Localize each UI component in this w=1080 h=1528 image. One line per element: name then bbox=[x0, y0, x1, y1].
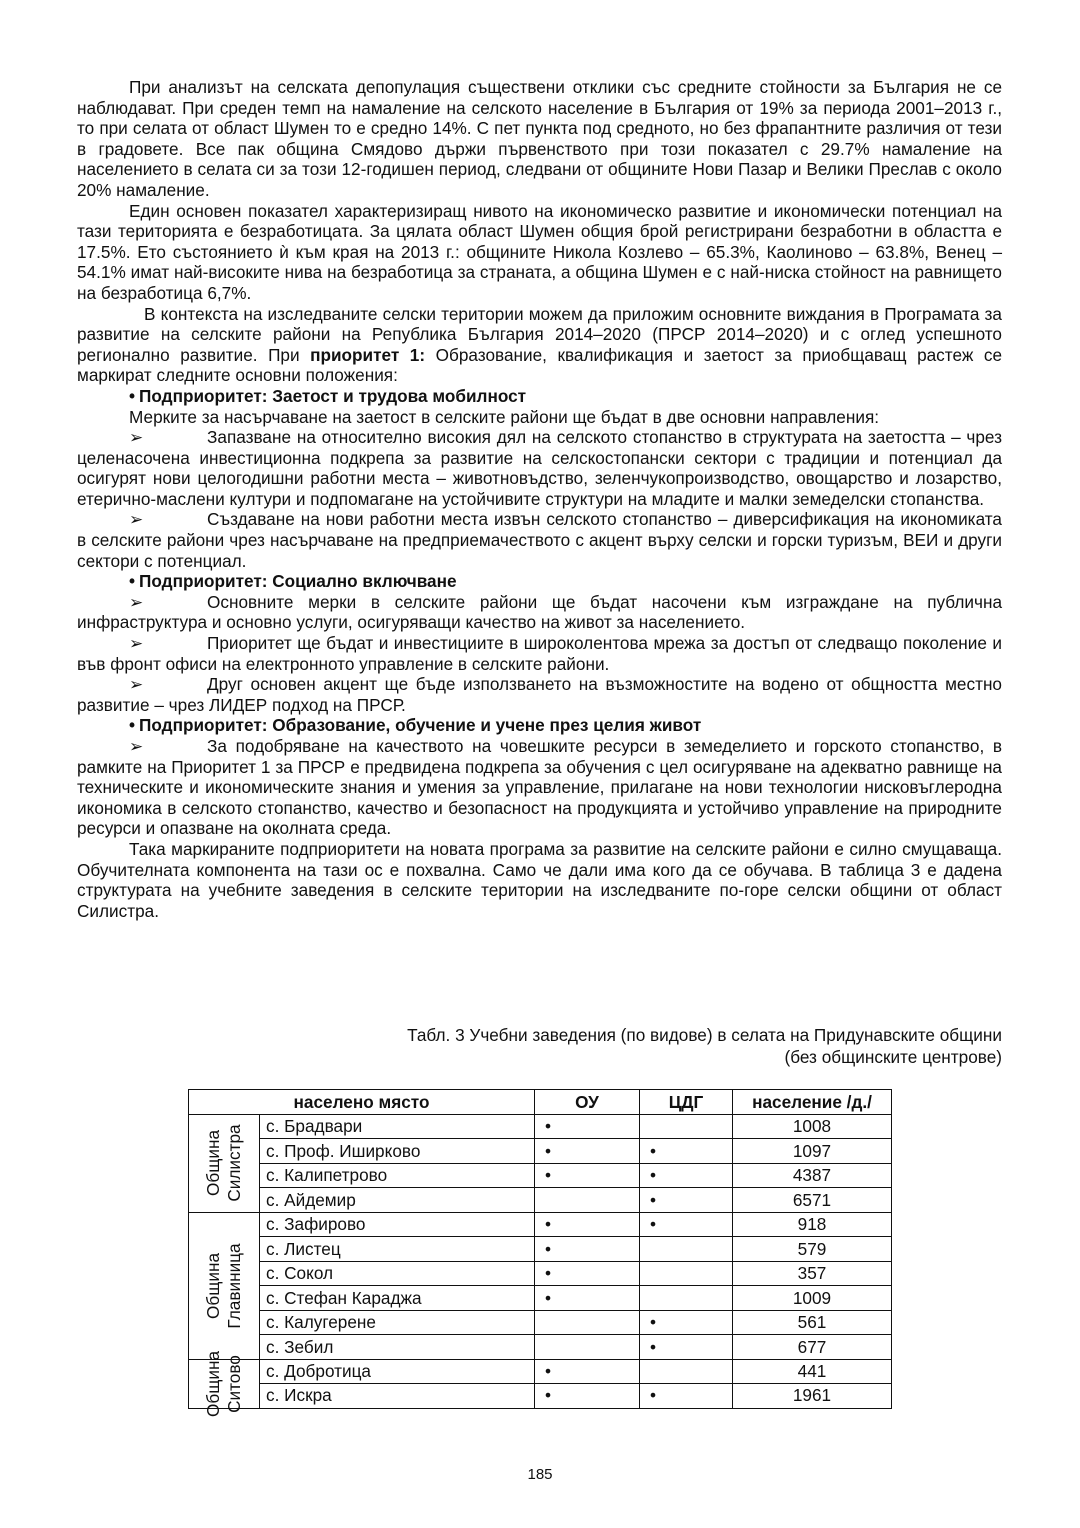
place-cell: с. Айдемир bbox=[260, 1188, 535, 1213]
population-cell: 579 bbox=[733, 1237, 892, 1262]
paragraph-unemployment: Един основен показател характеризиращ нивото на икономическо развитие и икономически потенциал на тази територията е безработицата. За цялата област Шумен общия брой регистрирани безработни в областта е 17.5%. Ето състоянието ѝ към края на 2013 г.: общините Никола Козлево – 65.3%, Каолиново – 63.8%, Венец – 54.1% имат най-високите нива на безработица за страната, а община Шумен е с най-ниска стойност на равнището на безработица 6,7%. bbox=[77, 200, 1002, 303]
cdg-cell: • bbox=[640, 1310, 733, 1335]
ou-cell: • bbox=[535, 1286, 640, 1311]
table-caption-note: (без общинските центрове) bbox=[784, 1047, 1002, 1067]
program-text-start: В контекста на изследваните селски територии можем да приложим основните виждания в Програмата за развитие на селските райони на Република България 2014–2020 (ПРСР 2014–2020) и с оглед успешното регионално развитие. При bbox=[77, 303, 1002, 365]
ou-cell: • bbox=[535, 1359, 640, 1384]
cdg-cell: • bbox=[640, 1139, 733, 1164]
document-body bbox=[77, 77, 1002, 921]
place-cell: с. Зебил bbox=[260, 1335, 535, 1360]
arrow-bullet-icon: ➢ bbox=[129, 591, 144, 612]
ou-cell bbox=[535, 1188, 640, 1213]
municipality-name: Главиница bbox=[224, 1242, 244, 1329]
population-cell: 4387 bbox=[733, 1163, 892, 1188]
municipality-label bbox=[203, 1243, 245, 1328]
place-cell: с. Калугерене bbox=[260, 1310, 535, 1335]
place-cell: с. Листец bbox=[260, 1237, 535, 1262]
population-cell: 561 bbox=[733, 1310, 892, 1335]
cdg-cell: • bbox=[640, 1163, 733, 1188]
header-population: население /д./ bbox=[733, 1090, 892, 1115]
municipality-name: Ситово bbox=[224, 1354, 244, 1413]
table-row bbox=[189, 1188, 892, 1213]
place-cell: с. Брадвари bbox=[260, 1114, 535, 1139]
population-cell: 1961 bbox=[733, 1384, 892, 1409]
ou-cell bbox=[535, 1335, 640, 1360]
ou-cell: • bbox=[535, 1261, 640, 1286]
place-cell: с. Зафирово bbox=[260, 1212, 535, 1237]
subpriority-employment-title: Подприоритет: Заетост и трудова мобилност bbox=[139, 385, 527, 406]
population-cell: 1009 bbox=[733, 1286, 892, 1311]
municipality-name: Силистра bbox=[224, 1124, 244, 1202]
bullet-icon: • bbox=[129, 715, 136, 736]
place-cell: с. Калипетрово bbox=[260, 1163, 535, 1188]
municipality-cell bbox=[189, 1350, 260, 1417]
arrow-bullet-icon: ➢ bbox=[129, 633, 144, 654]
municipality-label bbox=[203, 1124, 245, 1201]
header-place: населено място bbox=[189, 1090, 535, 1115]
ou-cell bbox=[535, 1310, 640, 1335]
inclusion-item-2-text: Приоритет ще бъдат и инвестициите в широколентова мрежа за достъп от следващо поколение и във фронт офиси на електронното управление в селските райони. bbox=[77, 633, 1002, 674]
subpriority-education-heading bbox=[77, 715, 1002, 736]
subpriority-inclusion-heading bbox=[77, 571, 1002, 592]
cdg-cell: • bbox=[640, 1335, 733, 1360]
subpriority-education-title: Подприоритет: Образование, обучение и учене през целия живот bbox=[139, 715, 702, 736]
ou-cell: • bbox=[535, 1139, 640, 1164]
program-text-end: Образование, квалификация и заетост за приобщаващ растеж се маркират следните основни положения: bbox=[77, 344, 1002, 386]
population-cell: 918 bbox=[733, 1212, 892, 1237]
table-caption bbox=[407, 1024, 1002, 1068]
municipality-label-line1: Община bbox=[203, 1350, 223, 1417]
ou-cell: • bbox=[535, 1114, 640, 1139]
place-cell: с. Сокол bbox=[260, 1261, 535, 1286]
table-row bbox=[189, 1237, 892, 1262]
place-cell: с. Добротица bbox=[260, 1359, 535, 1384]
arrow-bullet-icon: ➢ bbox=[129, 736, 144, 756]
employment-intro: Мерките за насърчаване на заетост в селските райони ще бъдат в две основни направления: bbox=[129, 406, 880, 427]
table-row bbox=[189, 1212, 892, 1237]
population-cell: 441 bbox=[733, 1359, 892, 1384]
cdg-cell bbox=[640, 1286, 733, 1311]
ou-cell: • bbox=[535, 1237, 640, 1262]
population-cell: 1097 bbox=[733, 1139, 892, 1164]
cdg-cell bbox=[640, 1261, 733, 1286]
education-item-1-text: За подобряване на качеството на човешките ресурси в земеделието и горското стопанство, в рамките на Приоритет 1 за ПРСР е предвидена подкрепа за обучения с цел осигуряване на адекватно равнище на техническите и икономическите знания и умения за управление, прилагане на нови технологии нисковъглеродна икономика в селското стопанство, качество и безопасност на продукцията и устойчиво управление на природните ресурси и опазване на околната среда. bbox=[77, 736, 1002, 839]
education-item-1 bbox=[77, 736, 1002, 839]
population-cell: 357 bbox=[733, 1261, 892, 1286]
table-row bbox=[189, 1310, 892, 1335]
cdg-cell: • bbox=[640, 1384, 733, 1409]
bullet-icon: • bbox=[129, 571, 136, 592]
place-cell: с. Стефан Караджа bbox=[260, 1286, 535, 1311]
arrow-bullet-icon: ➢ bbox=[129, 427, 144, 448]
inclusion-item-1-text: Основните мерки в селските райони ще бъдат насочени към изграждане на публична инфраструктура и основно услуги, осигуряващи качество на живот за населението. bbox=[77, 591, 1002, 633]
place-cell: с. Проф. Иширково bbox=[260, 1139, 535, 1164]
table-row bbox=[189, 1261, 892, 1286]
municipality-label-line1: Община bbox=[203, 1252, 223, 1319]
ou-cell: • bbox=[535, 1163, 640, 1188]
paragraph-program bbox=[77, 304, 1002, 386]
table-row bbox=[189, 1286, 892, 1311]
inclusion-item-1 bbox=[77, 592, 1002, 633]
bullet-icon: • bbox=[129, 385, 136, 406]
cdg-cell bbox=[640, 1114, 733, 1139]
municipality-label bbox=[203, 1350, 245, 1416]
population-cell: 6571 bbox=[733, 1188, 892, 1213]
header-ou: ОУ bbox=[535, 1090, 640, 1115]
cdg-cell: • bbox=[640, 1188, 733, 1213]
arrow-bullet-icon: ➢ bbox=[129, 674, 144, 695]
table-row bbox=[189, 1163, 892, 1188]
ou-cell: • bbox=[535, 1212, 640, 1237]
paragraph-depopulation: При анализът на селската депопулация съществени отклики със средните стойности за България не се наблюдават. При среден темп на намаление на селското население в България от 19% за периода 2001–2013 г., то при селата от област Шумен то е средно 14%. С пет пункта под средното, но без фрапантните различия от тези в градовете. Все пак община Смядово държи първенството при този показател с 29.7% намаление на населението в селата си за този 12-годишен период, следвани от общините Нови Пазар и Велики Преслав с около 20% намаление. bbox=[77, 77, 1002, 200]
paragraph-conclusion: Така маркираните подприоритети на новата програма за развитие на селските райони е силно смущаваща. Обучителната компонента на тази ос е похвална. Само че дали има кого да се обучава. В таблица 3 е дадена структурата на учебните заведения в селските територии на изследваните по-горе селски общини от област Силистра. bbox=[77, 838, 1002, 921]
table-row bbox=[189, 1359, 892, 1384]
municipality-label-line1: Община bbox=[203, 1129, 223, 1197]
table-row bbox=[189, 1384, 892, 1409]
employment-item-1-text: Запазване на относително високия дял на селското стопанство в структурата на заетостта – чрез целенасочена инвестиционна подкрепа за развитие на селскостопански сектори с традиции и потенциал да осигурят нови целогодишни работни места – животновъдство, зеленчукопроизводство, овощарство и лозарство, етерично-маслени култури и подпомагане на устойчивите структури на младите и малки земеделски стопанства. bbox=[77, 427, 1002, 509]
priority-1-label: приоритет 1: bbox=[310, 344, 426, 365]
inclusion-item-3-text: Друг основен акцент ще бъде използването на възможностите на водено от общността местно развитие – чрез ЛИДЕР подход на ПРСР. bbox=[77, 674, 1002, 715]
table-row bbox=[189, 1114, 892, 1139]
subpriority-employment-heading bbox=[77, 386, 1002, 407]
cdg-cell bbox=[640, 1237, 733, 1262]
employment-item-2-text: Създаване на нови работни места извън селското стопанство – диверсификация на икономиката в селските райони чрез насърчаване на предприемачеството с акцент върху селски и горски туризъм, ВЕИ и други сектори с потенциал. bbox=[77, 509, 1002, 571]
place-cell: с. Искра bbox=[260, 1384, 535, 1409]
table-caption-title: Табл. 3 Учебни заведения (по видове) в селата на Придунавските общини bbox=[407, 1025, 1002, 1045]
table-header-row bbox=[189, 1090, 892, 1115]
subpriority-inclusion-title: Подприоритет: Социално включване bbox=[139, 571, 457, 592]
table-row bbox=[189, 1335, 892, 1360]
table-row bbox=[189, 1139, 892, 1164]
inclusion-item-3 bbox=[77, 674, 1002, 715]
header-cdg: ЦДГ bbox=[640, 1090, 733, 1115]
population-cell: 1008 bbox=[733, 1114, 892, 1139]
inclusion-item-2 bbox=[77, 633, 1002, 674]
ou-cell: • bbox=[535, 1384, 640, 1409]
cdg-cell bbox=[640, 1359, 733, 1384]
population-cell: 677 bbox=[733, 1335, 892, 1360]
municipality-cell bbox=[189, 1114, 260, 1212]
employment-item-2 bbox=[77, 509, 1002, 571]
arrow-bullet-icon: ➢ bbox=[129, 509, 144, 530]
municipality-cell bbox=[189, 1212, 260, 1359]
schools-table bbox=[188, 1089, 892, 1417]
table-body bbox=[189, 1114, 892, 1417]
cdg-cell: • bbox=[640, 1212, 733, 1237]
employment-item-1 bbox=[77, 427, 1002, 509]
page-number: 185 bbox=[527, 1466, 553, 1483]
